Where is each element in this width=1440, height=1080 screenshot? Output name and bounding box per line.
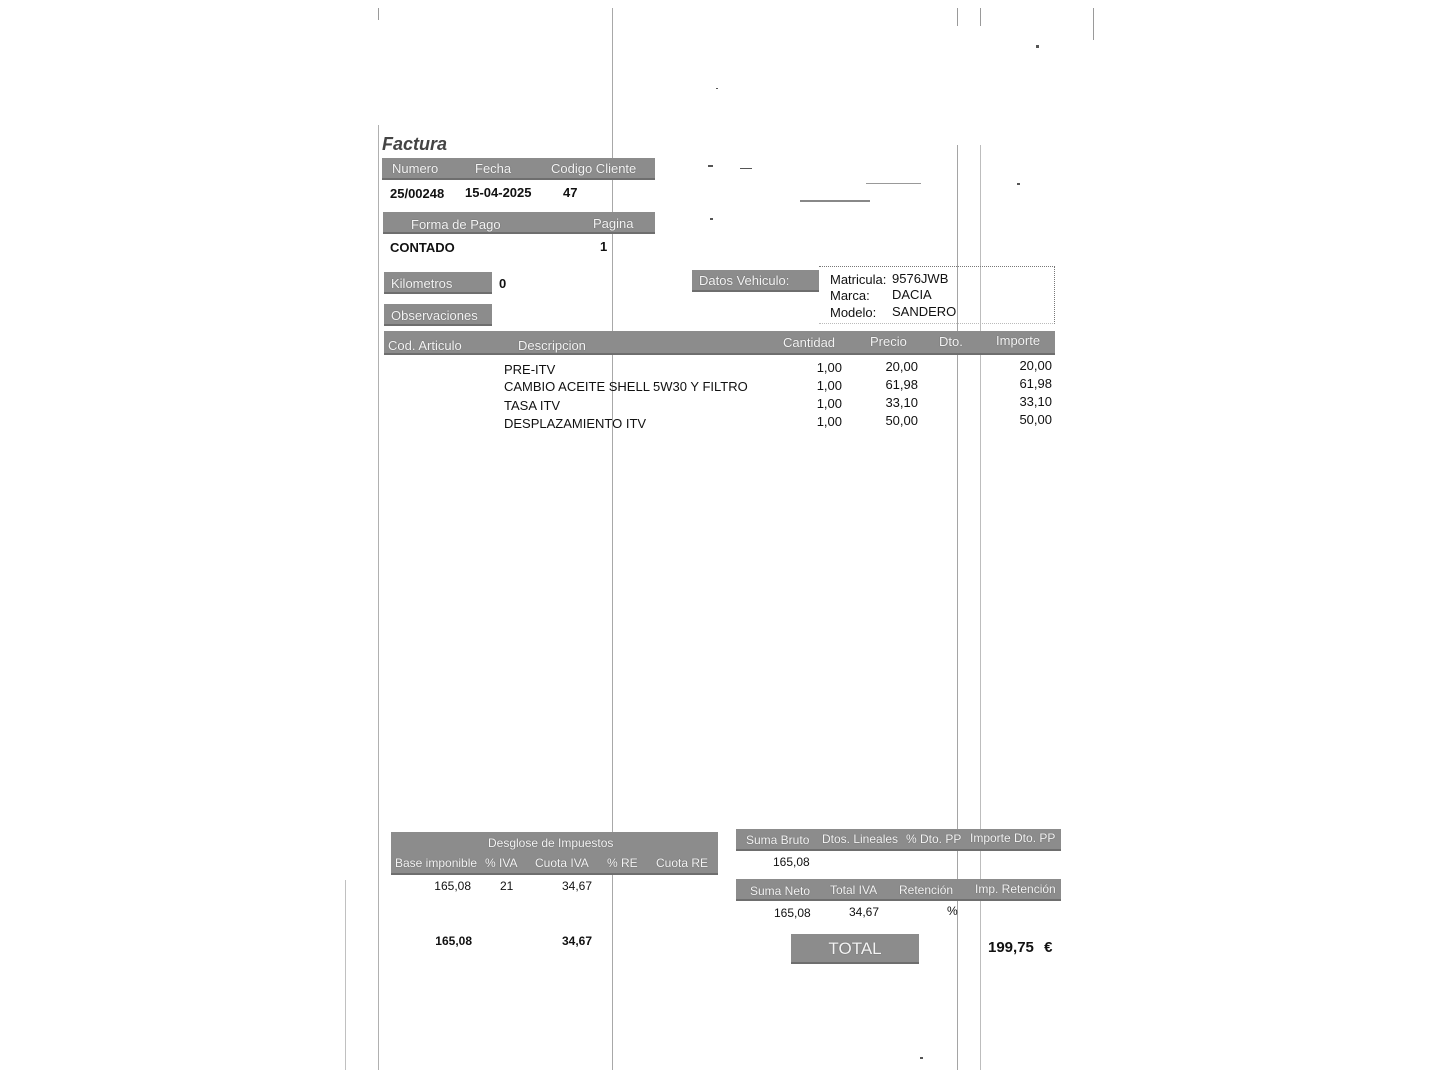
cuota-iva-header: Cuota IVA xyxy=(535,856,589,870)
base-imponible-header: Base imponible xyxy=(395,856,478,870)
line-description: TASA ITV xyxy=(504,398,561,413)
codigo-cliente-label: Codigo Cliente xyxy=(551,161,637,176)
lines-header-bar xyxy=(384,331,1055,355)
dtos-lineales-header: Dtos. Lineales xyxy=(822,832,899,846)
kilometros-label-bar xyxy=(384,272,492,294)
line-description: CAMBIO ACEITE SHELL 5W30 Y FILTRO xyxy=(504,379,748,394)
scan-speck xyxy=(708,165,713,167)
invoice-number: 25/00248 xyxy=(390,186,445,201)
scan-speck xyxy=(800,200,870,202)
line-amount: 61,98 xyxy=(1019,376,1052,391)
invoice-header-bar xyxy=(382,158,655,180)
suma-bruto-header: Suma Bruto xyxy=(746,833,810,847)
line-amount: 20,00 xyxy=(1019,358,1052,373)
tax-iva-amount-value: 34,67 xyxy=(561,879,592,893)
document-title: Factura xyxy=(382,134,448,154)
importe-dto-pp-header: Importe Dto. PP xyxy=(970,831,1056,845)
fecha-label: Fecha xyxy=(475,161,512,176)
line-amount: 33,10 xyxy=(1019,394,1052,409)
cod-articulo-header: Cod. Articulo xyxy=(388,338,462,353)
pct-iva-header: % IVA xyxy=(485,856,518,870)
line-description: DESPLAZAMIENTO ITV xyxy=(504,416,647,431)
observaciones-label-bar xyxy=(384,304,492,326)
line-quantity: 1,00 xyxy=(816,360,842,375)
line-quantity: 1,00 xyxy=(816,396,842,411)
scan-line xyxy=(345,880,346,1070)
payment-header-bar xyxy=(383,212,655,234)
precio-header: Precio xyxy=(870,334,907,349)
scan-speck xyxy=(1017,183,1020,185)
tax-breakdown-title: Desglose de Impuestos xyxy=(488,836,614,850)
marca-value: DACIA xyxy=(892,287,932,302)
tax-base-total: 165,08 xyxy=(435,934,472,948)
invoice-date: 15-04-2025 xyxy=(465,185,532,200)
pagina-label: Pagina xyxy=(593,216,634,231)
modelo-value: SANDERO xyxy=(892,304,957,319)
payment-method: CONTADO xyxy=(390,240,455,255)
total-iva-header: Total IVA xyxy=(830,883,878,897)
imp-retencion-header: Imp. Retención xyxy=(975,882,1056,896)
forma-pago-label: Forma de Pago xyxy=(411,217,501,232)
currency-symbol: € xyxy=(1044,939,1053,956)
scan-line xyxy=(378,125,379,1070)
scan-line xyxy=(957,8,958,26)
descripcion-header: Descripcion xyxy=(518,338,586,353)
matricula-label: Matricula: xyxy=(830,272,887,287)
tax-breakdown-bar xyxy=(391,832,718,875)
total-iva-value: 34,67 xyxy=(849,905,880,919)
line-description: PRE-ITV xyxy=(504,362,556,377)
total-amount xyxy=(988,939,1052,956)
retencion-pct-value: % xyxy=(947,904,958,918)
vehicle-label: Datos Vehiculo: xyxy=(699,273,790,288)
retencion-header: Retención xyxy=(899,883,954,897)
line-price: 50,00 xyxy=(885,413,918,428)
scan-speck xyxy=(1036,45,1039,48)
scan-line xyxy=(378,8,379,20)
pct-re-header: % RE xyxy=(607,856,638,870)
scan-speck xyxy=(740,168,752,169)
cuota-re-header: Cuota RE xyxy=(656,856,709,870)
scan-speck xyxy=(710,218,713,220)
observaciones-label: Observaciones xyxy=(391,308,478,323)
suma-bruto-value: 165,08 xyxy=(773,855,810,869)
line-price: 20,00 xyxy=(885,359,918,374)
kilometros-value: 0 xyxy=(499,276,507,291)
vehicle-label-bar xyxy=(692,270,819,292)
numero-label: Numero xyxy=(392,161,439,176)
kilometros-label: Kilometros xyxy=(391,276,453,291)
dto-header: Dto. xyxy=(939,334,963,349)
suma-neto-value: 165,08 xyxy=(774,906,811,920)
tax-iva-pct-value: 21 xyxy=(500,879,514,893)
page-number: 1 xyxy=(600,239,608,254)
marca-label: Marca: xyxy=(830,288,870,303)
summary-bottom-bar xyxy=(736,879,1061,901)
tax-iva-total: 34,67 xyxy=(561,934,592,948)
line-amount: 50,00 xyxy=(1019,412,1052,427)
cantidad-header: Cantidad xyxy=(783,335,836,350)
line-quantity: 1,00 xyxy=(816,378,842,393)
matricula-value: 9576JWB xyxy=(892,271,949,286)
summary-top-bar xyxy=(736,829,1061,851)
scan-speck xyxy=(716,88,718,89)
total-value: 199,75 xyxy=(988,939,1034,956)
scan-speck xyxy=(920,1057,923,1059)
line-quantity: 1,00 xyxy=(816,414,842,429)
line-price: 33,10 xyxy=(885,395,918,410)
importe-header: Importe xyxy=(996,333,1041,348)
scan-speck xyxy=(866,183,921,184)
customer-code: 47 xyxy=(563,185,578,200)
scan-line xyxy=(980,8,981,26)
tax-base-value: 165,08 xyxy=(434,879,471,893)
pct-dto-pp-header: % Dto. PP xyxy=(906,832,962,846)
suma-neto-header: Suma Neto xyxy=(750,884,811,898)
modelo-label: Modelo: xyxy=(830,305,877,320)
line-price: 61,98 xyxy=(885,377,918,392)
total-label: TOTAL xyxy=(791,934,919,964)
scan-line xyxy=(1093,8,1094,40)
